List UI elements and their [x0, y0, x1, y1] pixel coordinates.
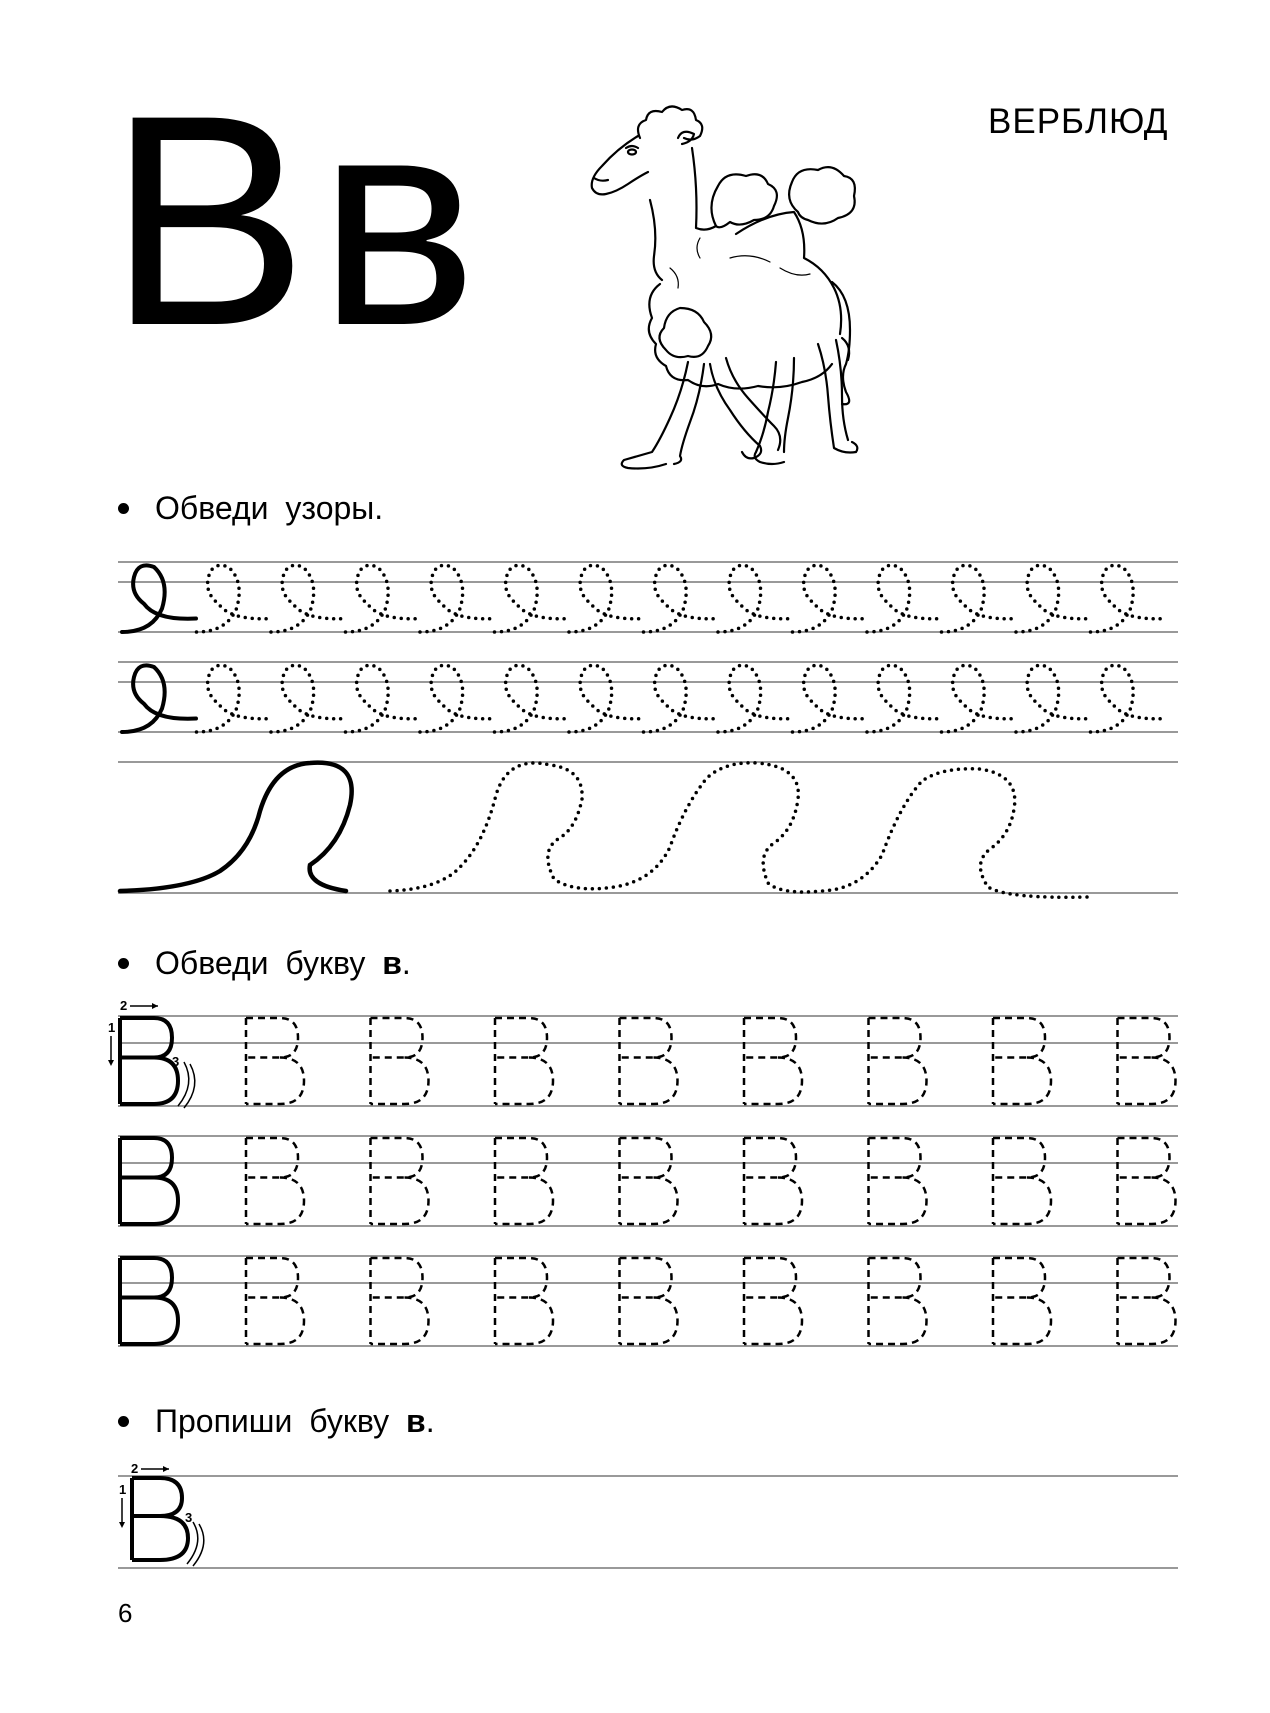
- instruction-letter: в: [406, 1403, 426, 1439]
- model-letter: [132, 1478, 188, 1560]
- instruction-text: Обведи букву в.: [155, 945, 411, 981]
- page-number: 6: [118, 1598, 133, 1628]
- stroke-hint-1: 1: [108, 1020, 116, 1035]
- stroke-hint-3: 3: [185, 1510, 193, 1525]
- word-label: ВЕРБЛЮД: [988, 102, 1169, 141]
- instruction-text: Пропиши букву в.: [155, 1403, 435, 1439]
- big-letter-lower: в: [318, 52, 478, 388]
- stroke-hint-2: 2: [131, 1461, 139, 1476]
- instruction-text: Обведи узоры.: [155, 490, 384, 526]
- big-letter-upper: В: [108, 52, 309, 388]
- stroke-hint-2: 2: [120, 998, 128, 1013]
- stroke-hint-1: 1: [119, 1482, 127, 1497]
- instruction-letter: в: [382, 945, 402, 981]
- stroke-hint-3: 3: [172, 1054, 180, 1069]
